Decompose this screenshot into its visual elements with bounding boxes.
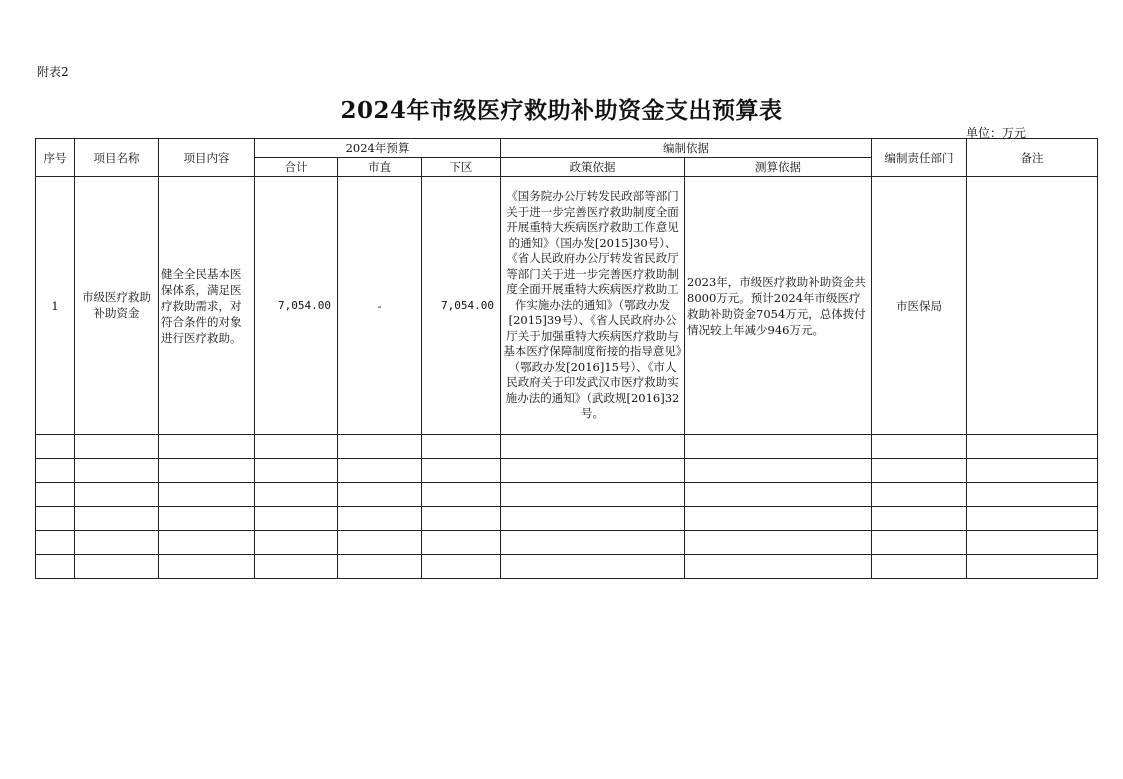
header-total: 合计 (255, 158, 338, 177)
cell-responsible-dept: 市医保局 (872, 177, 967, 435)
header-district: 下区 (422, 158, 501, 177)
empty-row (36, 507, 1098, 531)
cell-seq: 1 (36, 177, 75, 435)
page-title: 2024年市级医疗救助补助资金支出预算表 (340, 97, 783, 124)
header-basis-group: 编制依据 (501, 139, 872, 158)
header-city-direct: 市直 (338, 158, 422, 177)
cell-project-name: 市级医疗救助补助资金 (75, 177, 159, 435)
budget-table (35, 138, 1098, 579)
empty-row (36, 435, 1098, 459)
cell-project-content: 健全全民基本医保体系，满足医疗救助需求，对符合条件的对象进行医疗救助。 (159, 177, 255, 435)
header-row-top (36, 139, 1098, 158)
appendix-label: 附表2 (37, 65, 69, 79)
header-remarks: 备注 (967, 139, 1098, 177)
cell-policy-basis: 《国务院办公厅转发民政部等部门关于进一步完善医疗救助制度全面开展重特大疾病医疗救助工作意见的通知》（国办发[2015]30号）、《省人民政府办公厅转发省民政厅等部门关于进一步完善医疗救助制度全面开展重特大疾病医疗救助工作实施办法的通知》（鄂政办发[2015]39号）、《省人民政府办公厅关于加强重特大疾病医疗救助与基本医疗保障制度衔接的指导意见》（鄂政办发[2016]15号）、《市人民政府关于印发武汉市医疗救助实施办法的通知》（武政规[2016]32号。 (501, 177, 685, 435)
empty-row (36, 483, 1098, 507)
header-calculation-basis: 测算依据 (685, 158, 872, 177)
cell-city-direct: - (338, 177, 422, 435)
header-responsible-dept: 编制责任部门 (872, 139, 967, 177)
header-seq: 序号 (36, 139, 75, 177)
unit-label: 单位：万元 (966, 126, 1027, 140)
cell-calculation-basis: 2023年，市级医疗救助补助资金共8000万元。预计2024年市级医疗救助补助资金7054万元，总体拨付情况较上年减少946万元。 (685, 177, 872, 435)
header-policy-basis: 政策依据 (501, 158, 685, 177)
empty-row (36, 459, 1098, 483)
cell-total: 7,054.00 (255, 177, 338, 435)
cell-district: 7,054.00 (422, 177, 501, 435)
header-budget-group: 2024年预算 (255, 139, 501, 158)
table-row (36, 177, 1098, 435)
header-project-name: 项目名称 (75, 139, 159, 177)
cell-remarks (967, 177, 1098, 435)
empty-row (36, 555, 1098, 579)
empty-row (36, 531, 1098, 555)
header-project-content: 项目内容 (159, 139, 255, 177)
